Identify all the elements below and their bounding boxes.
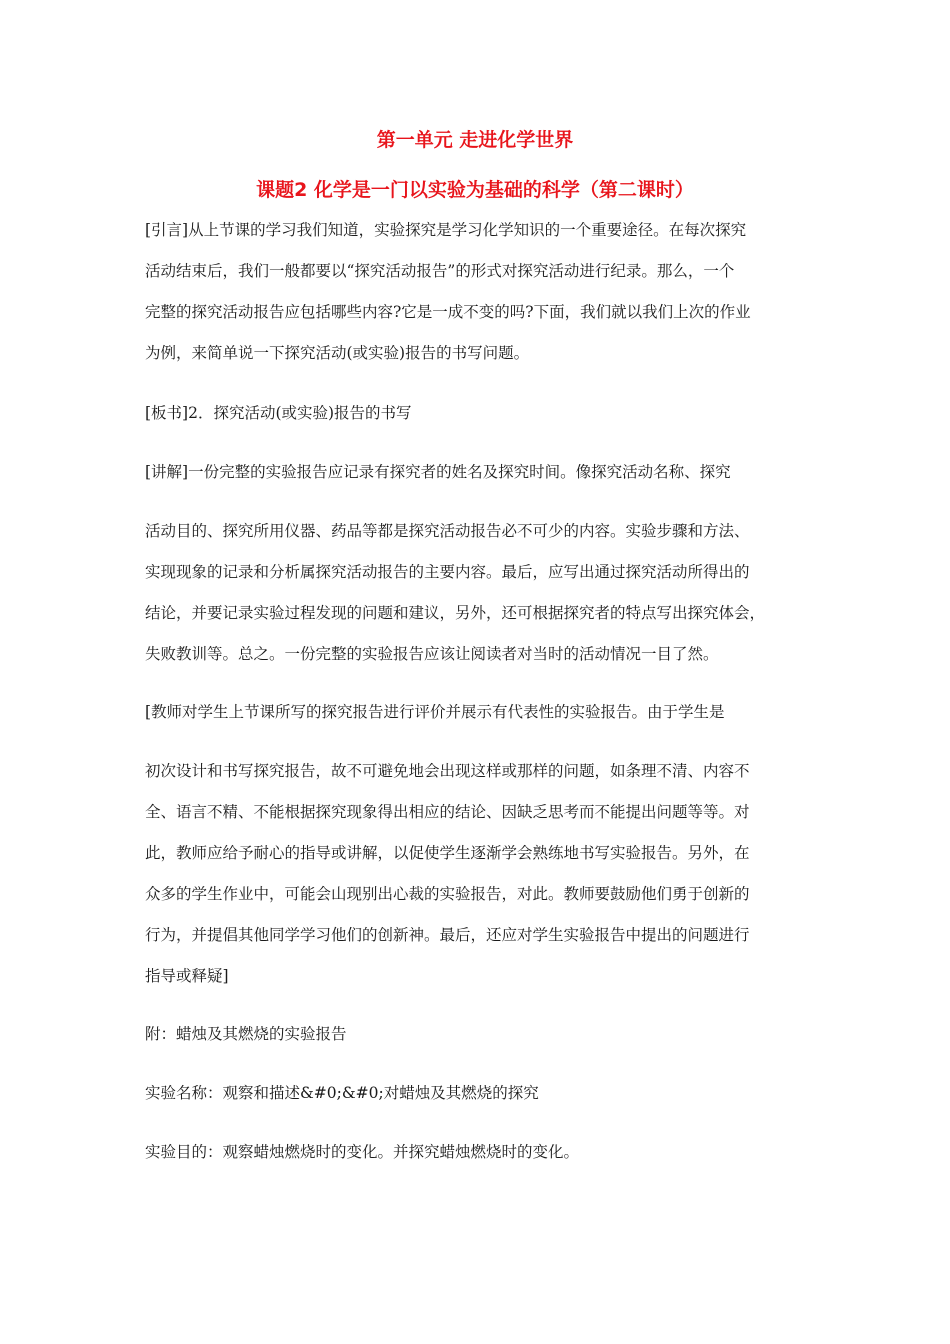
- text-line: 全、语言不精、不能根据探究现象得出相应的结论、因缺乏思考而不能提出问题等等。对: [145, 803, 750, 821]
- teacher-note-start: [145, 692, 805, 733]
- text-line: [板书]2．探究活动(或实验)报告的书写: [145, 404, 412, 422]
- text-line: 行为，并提倡其他同学学习他们的创新神。最后，还应对学生实验报告中提出的问题进行: [145, 926, 750, 944]
- text-line: 活动结束后，我们一般都要以“探究活动报告”的形式对探究活动进行纪录。那么，一个: [145, 262, 735, 280]
- lesson-title: 课题2 化学是一门以实验为基础的科学（第二课时）: [256, 179, 694, 201]
- text-line: 此，教师应给予耐心的指导或讲解，以促使学生逐渐学会熟练地书写实验报告。另外，在: [145, 844, 750, 862]
- text-line: 实验目的：观察蜡烛燃烧时的变化。并探究蜡烛燃烧时的变化。: [145, 1143, 580, 1161]
- text-line: 实验名称：观察和描述&#0;&#0;对蜡烛及其燃烧的探究: [145, 1084, 539, 1102]
- experiment-purpose: [145, 1132, 805, 1173]
- text-line: 众多的学生作业中，可能会山现别出心裁的实验报告，对此。教师要鼓励他们勇于创新的: [145, 885, 750, 903]
- appendix-heading: [145, 1014, 805, 1055]
- experiment-name: [145, 1073, 805, 1114]
- text-line: 附：蜡烛及其燃烧的实验报告: [145, 1025, 347, 1043]
- text-line: 完整的探究活动报告应包括哪些内容?它是一成不变的吗?下面，我们就以我们上次的作业: [145, 303, 751, 321]
- text-line: 实现现象的记录和分析属探究活动报告的主要内容。最后，应写出通过探究活动所得出的: [145, 563, 750, 581]
- text-line: [引言]从上节课的学习我们知道，实验探究是学习化学知识的一个重要途径。在每次探究: [145, 221, 747, 239]
- text-line: 结论，并要记录实验过程发现的问题和建议，另外，还可根据探究者的特点写出探究体会，: [145, 604, 766, 622]
- text-line: 初次设计和书写探究报告，故不可避免地会出现这样或那样的问题，如条理不清、内容不: [145, 762, 750, 780]
- unit-title: 第一单元 走进化学世界: [376, 129, 574, 151]
- text-line: 活动目的、探究所用仪器、药品等都是探究活动报告必不可少的内容。实验步骤和方法、: [145, 522, 750, 540]
- explanation-paragraph-start: [145, 452, 805, 493]
- text-line: 失败教训等。总之。一份完整的实验报告应该让阅读者对当时的活动情况一目了然。: [145, 645, 719, 663]
- text-line: 为例，来简单说一下探究活动(或实验)报告的书写问题。: [145, 344, 530, 362]
- teacher-note-paragraph: [145, 751, 805, 997]
- intro-paragraph: [145, 210, 805, 374]
- explanation-paragraph: [145, 511, 805, 675]
- text-line: [教师对学生上节课所写的探究报告进行评价并展示有代表性的实验报告。由于学生是: [145, 703, 725, 721]
- text-line: 指导或释疑]: [145, 967, 229, 985]
- text-line: [讲解]一份完整的实验报告应记录有探究者的姓名及探究时间。像探究活动名称、探究: [145, 463, 731, 481]
- blackboard-paragraph: [145, 393, 805, 434]
